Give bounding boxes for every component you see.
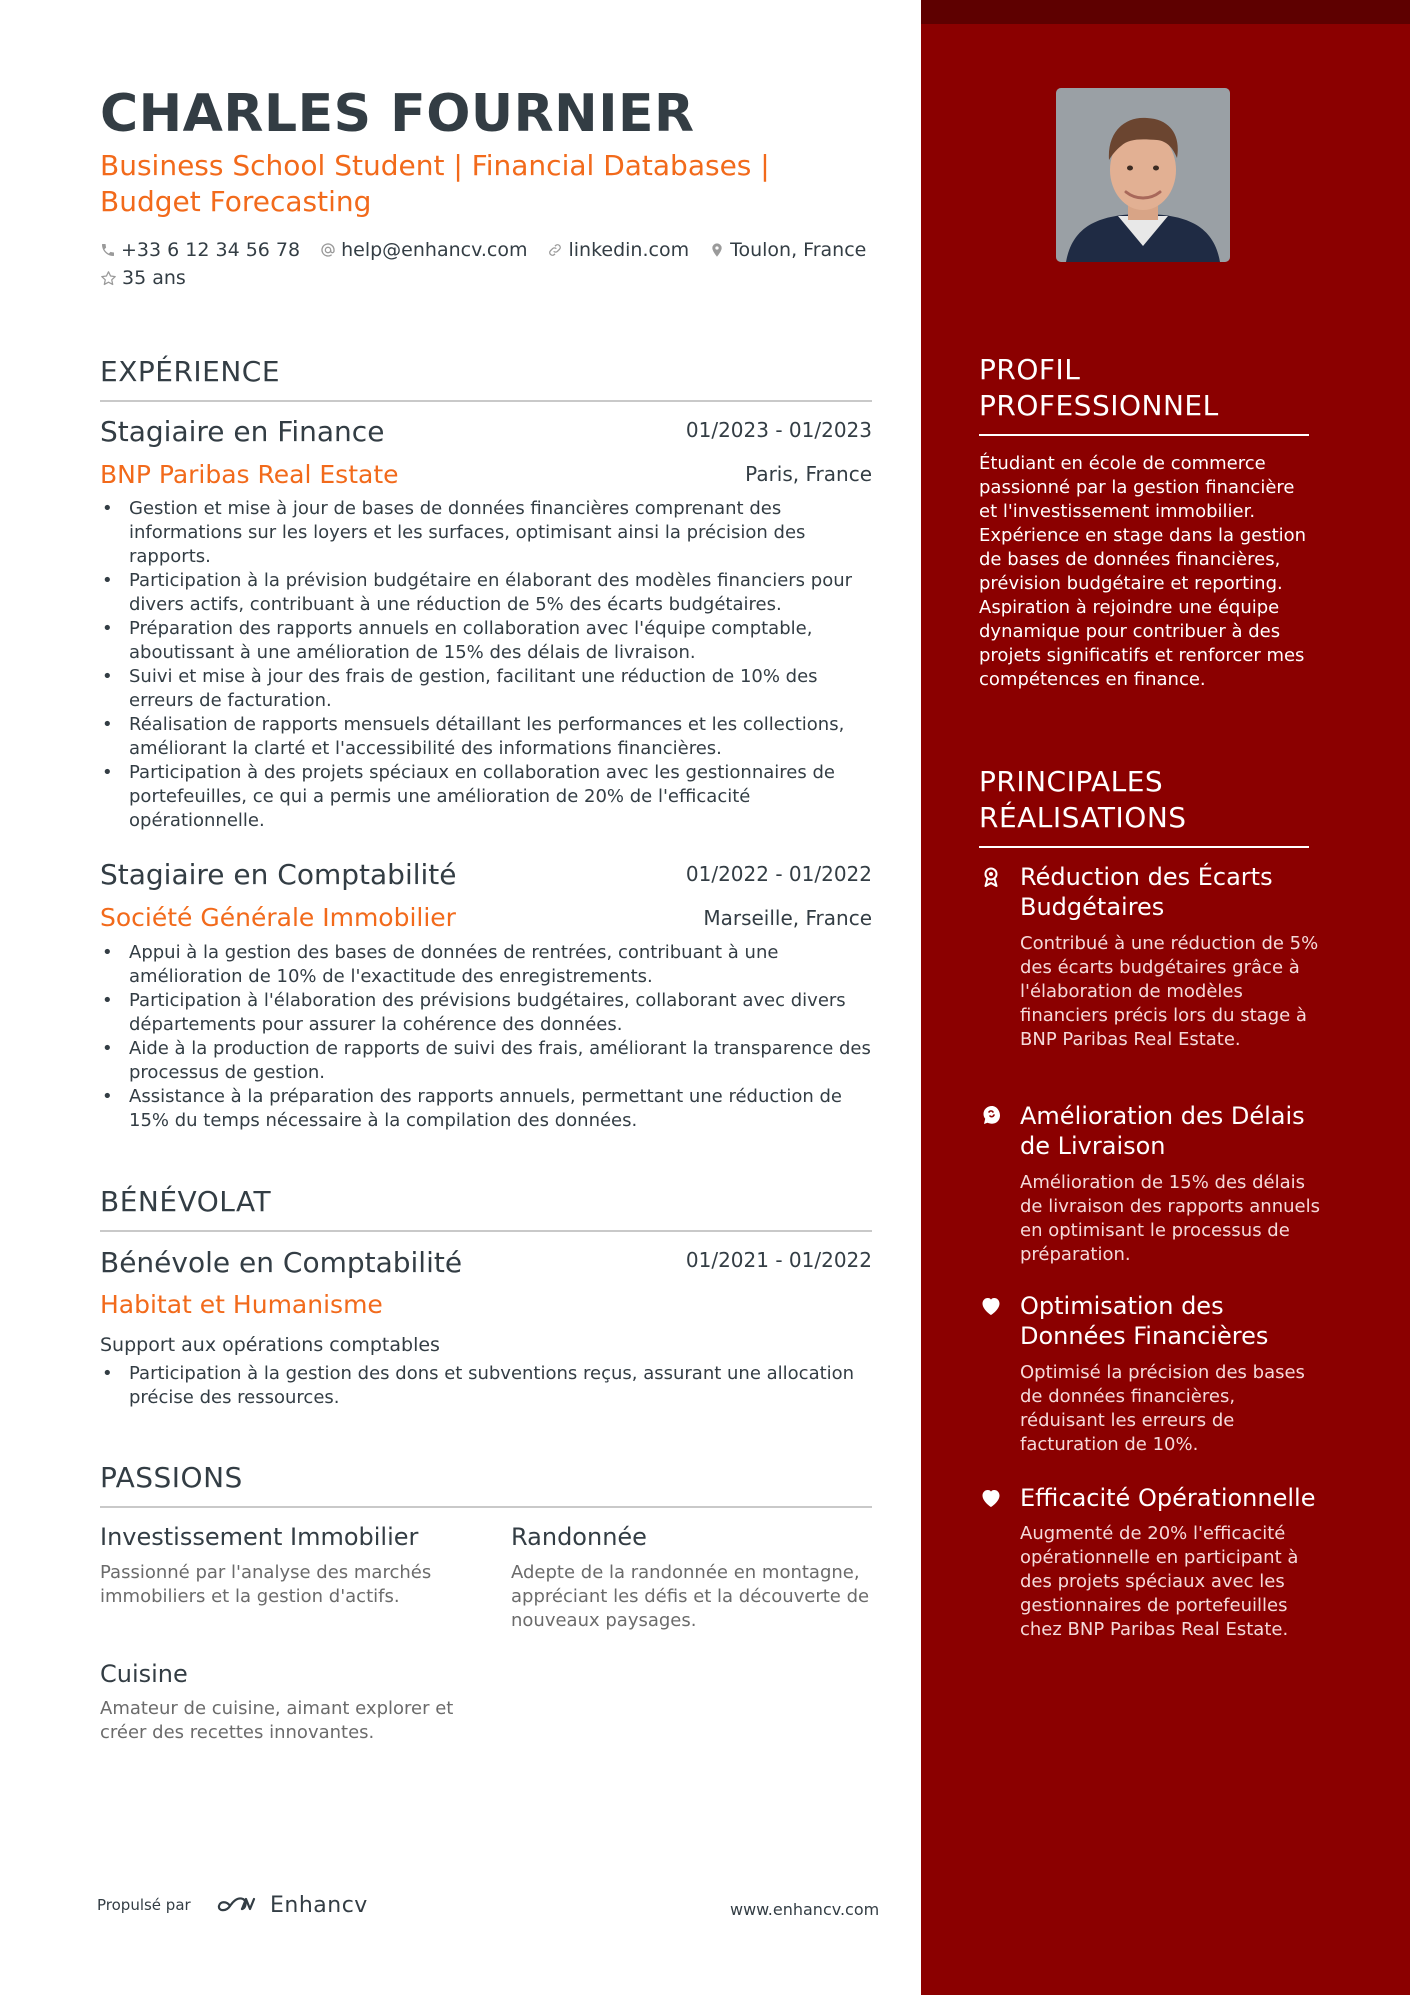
volunteer-dates: 01/2021 - 01/2022 [685, 1248, 872, 1272]
section-volunteer-title: BÉNÉVOLAT [100, 1185, 872, 1232]
achievement-desc: Amélioration de 15% des délais de livraison des rapports annuels en optimisant le processus de préparation. [1020, 1172, 1320, 1265]
linkedin-text: linkedin.com [568, 239, 690, 261]
enhancv-logo[interactable] [216, 1893, 368, 1918]
bullet: • Participation à la prévision budgétaire en élaborant des modèles financiers pour divers actifs, contribuant à une réduction de 5% des écarts budgétaires. [100, 569, 872, 617]
contact-email[interactable] [320, 239, 527, 261]
job-location: Paris, France [745, 462, 872, 486]
job-location: Marseille, France [703, 906, 872, 930]
job-title: Stagiaire en Comptabilité [100, 858, 457, 891]
passion-title: Cuisine [100, 1660, 188, 1688]
heart-icon [979, 1486, 1003, 1510]
age-text: 35 ans [122, 267, 186, 289]
job-dates: 01/2023 - 01/2023 [685, 418, 872, 442]
contact-location [709, 239, 866, 261]
achievements-title: PRINCIPALES RÉALISATIONS [979, 764, 1309, 848]
bullet: • Réalisation de rapports mensuels détaillant les performances et les collections, améliorant la clarté et l'accessibilité des informations financières. [100, 713, 872, 761]
achievement-desc: Optimisé la précision des bases de données financières, réduisant les erreurs de facturation de 10%. [1020, 1362, 1305, 1455]
bullet: • Participation à l'élaboration des prévisions budgétaires, collaborant avec divers départements pour assurer la cohérence des données. [100, 989, 872, 1037]
bullet: • Participation à des projets spéciaux en collaboration avec les gestionnaires de portefeuilles, ce qui a permis une amélioration de 20% de l'efficacité opérationnelle. [100, 761, 872, 833]
heart-icon [979, 1294, 1003, 1318]
achievement-desc: Contribué à une réduction de 5% des écarts budgétaires grâce à l'élaboration de modèles financiers précis lors du stage à BNP Paribas Real Estate. [1020, 933, 1319, 1050]
bullet: • Participation à la gestion des dons et subventions reçus, assurant une allocation précise des ressources. [100, 1362, 872, 1410]
link-icon [547, 242, 563, 258]
job-dates: 01/2022 - 01/2022 [685, 862, 872, 886]
contact-linkedin[interactable] [547, 239, 689, 261]
bullet: • Gestion et mise à jour de bases de données financières comprenant des informations sur les loyers et les surfaces, optimisant ainsi la précision des rapports. [100, 497, 872, 569]
volunteer-org: Habitat et Humanisme [100, 1290, 383, 1319]
email-text: help@enhancv.com [341, 239, 528, 261]
passion-desc: Passionné par l'analyse des marchés immobiliers et la gestion d'actifs. [100, 1562, 432, 1607]
contact-age [100, 267, 186, 289]
location-pin-icon [709, 242, 725, 258]
volunteer-title: Bénévole en Comptabilité [100, 1246, 463, 1279]
job-bullets [100, 941, 872, 1133]
profile-text: Étudiant en école de commerce passionné par la gestion financière et l'investissement immobilier. Expérience en stage dans la gestion de bases de données financières, prévision budgétaire et reporting. Aspiration à rejoindre une équipe dynamique pour contribuer à des projets significatifs et renforcer mes compétences en finance. [979, 453, 1307, 690]
enhancv-brand: Enhancv [270, 1893, 368, 1918]
enhancv-logo-icon [216, 1894, 264, 1918]
phone-icon [100, 242, 116, 258]
passion-desc: Adepte de la randonnée en montagne, appréciant les défis et la découverte de nouveaux paysages. [511, 1562, 870, 1631]
headline: Business School Student | Financial Databases | Budget Forecasting [100, 149, 770, 218]
achievement-title: Efficacité Opérationnelle [1020, 1484, 1316, 1512]
passion-desc: Amateur de cuisine, aimant explorer et créer des recettes innovantes. [100, 1698, 454, 1743]
passion-title: Randonnée [511, 1523, 647, 1551]
phone-text: +33 6 12 34 56 78 [121, 239, 301, 261]
achievement-title: Amélioration des Délais de Livraison [1020, 1102, 1305, 1160]
at-icon [320, 242, 336, 258]
bullet: • Appui à la gestion des bases de données de rentrées, contribuant à une amélioration de 10% de l'exactitude des enregistrements. [100, 941, 872, 989]
job-title: Stagiaire en Finance [100, 415, 385, 448]
award-icon [979, 865, 1003, 889]
section-experience-title: EXPÉRIENCE [100, 355, 872, 402]
bullet: • Aide à la production de rapports de suivi des frais, améliorant la transparence des processus de gestion. [100, 1037, 872, 1085]
contact-info [100, 236, 880, 292]
achievement-desc: Augmenté de 20% l'efficacité opérationnelle en participant à des projets spéciaux avec les gestionnaires de portefeuilles chez BNP Paribas Real Estate. [1020, 1523, 1299, 1640]
volunteer-summary: Support aux opérations comptables [100, 1334, 440, 1356]
contact-phone[interactable] [100, 239, 300, 261]
company-name: BNP Paribas Real Estate [100, 460, 399, 489]
brain-icon [979, 1104, 1003, 1128]
bullet: • Assistance à la préparation des rapports annuels, permettant une réduction de 15% du temps nécessaire à la compilation des données. [100, 1085, 872, 1133]
bullet: • Suivi et mise à jour des frais de gestion, facilitant une réduction de 10% des erreurs de facturation. [100, 665, 872, 713]
location-text: Toulon, France [730, 239, 867, 261]
company-name: Société Générale Immobilier [100, 903, 456, 932]
avatar [1056, 88, 1230, 262]
star-icon [100, 270, 117, 287]
footer-url[interactable]: www.enhancv.com [730, 1900, 880, 1919]
section-passions-title: PASSIONS [100, 1461, 872, 1508]
job-bullets [100, 497, 872, 833]
profile-title: PROFIL PROFESSIONNEL [979, 352, 1309, 436]
achievement-title: Réduction des Écarts Budgétaires [1020, 863, 1273, 921]
passion-title: Investissement Immobilier [100, 1523, 419, 1551]
volunteer-bullets [100, 1362, 872, 1410]
achievement-title: Optimisation des Données Financières [1020, 1292, 1269, 1350]
sidebar [921, 0, 1410, 1995]
candidate-name: CHARLES FOURNIER [100, 84, 695, 144]
powered-by-label: Propulsé par [97, 1896, 191, 1914]
bullet: • Préparation des rapports annuels en collaboration avec l'équipe comptable, aboutissant à une amélioration de 15% des délais de livraison. [100, 617, 872, 665]
sidebar-top-band [921, 0, 1410, 24]
